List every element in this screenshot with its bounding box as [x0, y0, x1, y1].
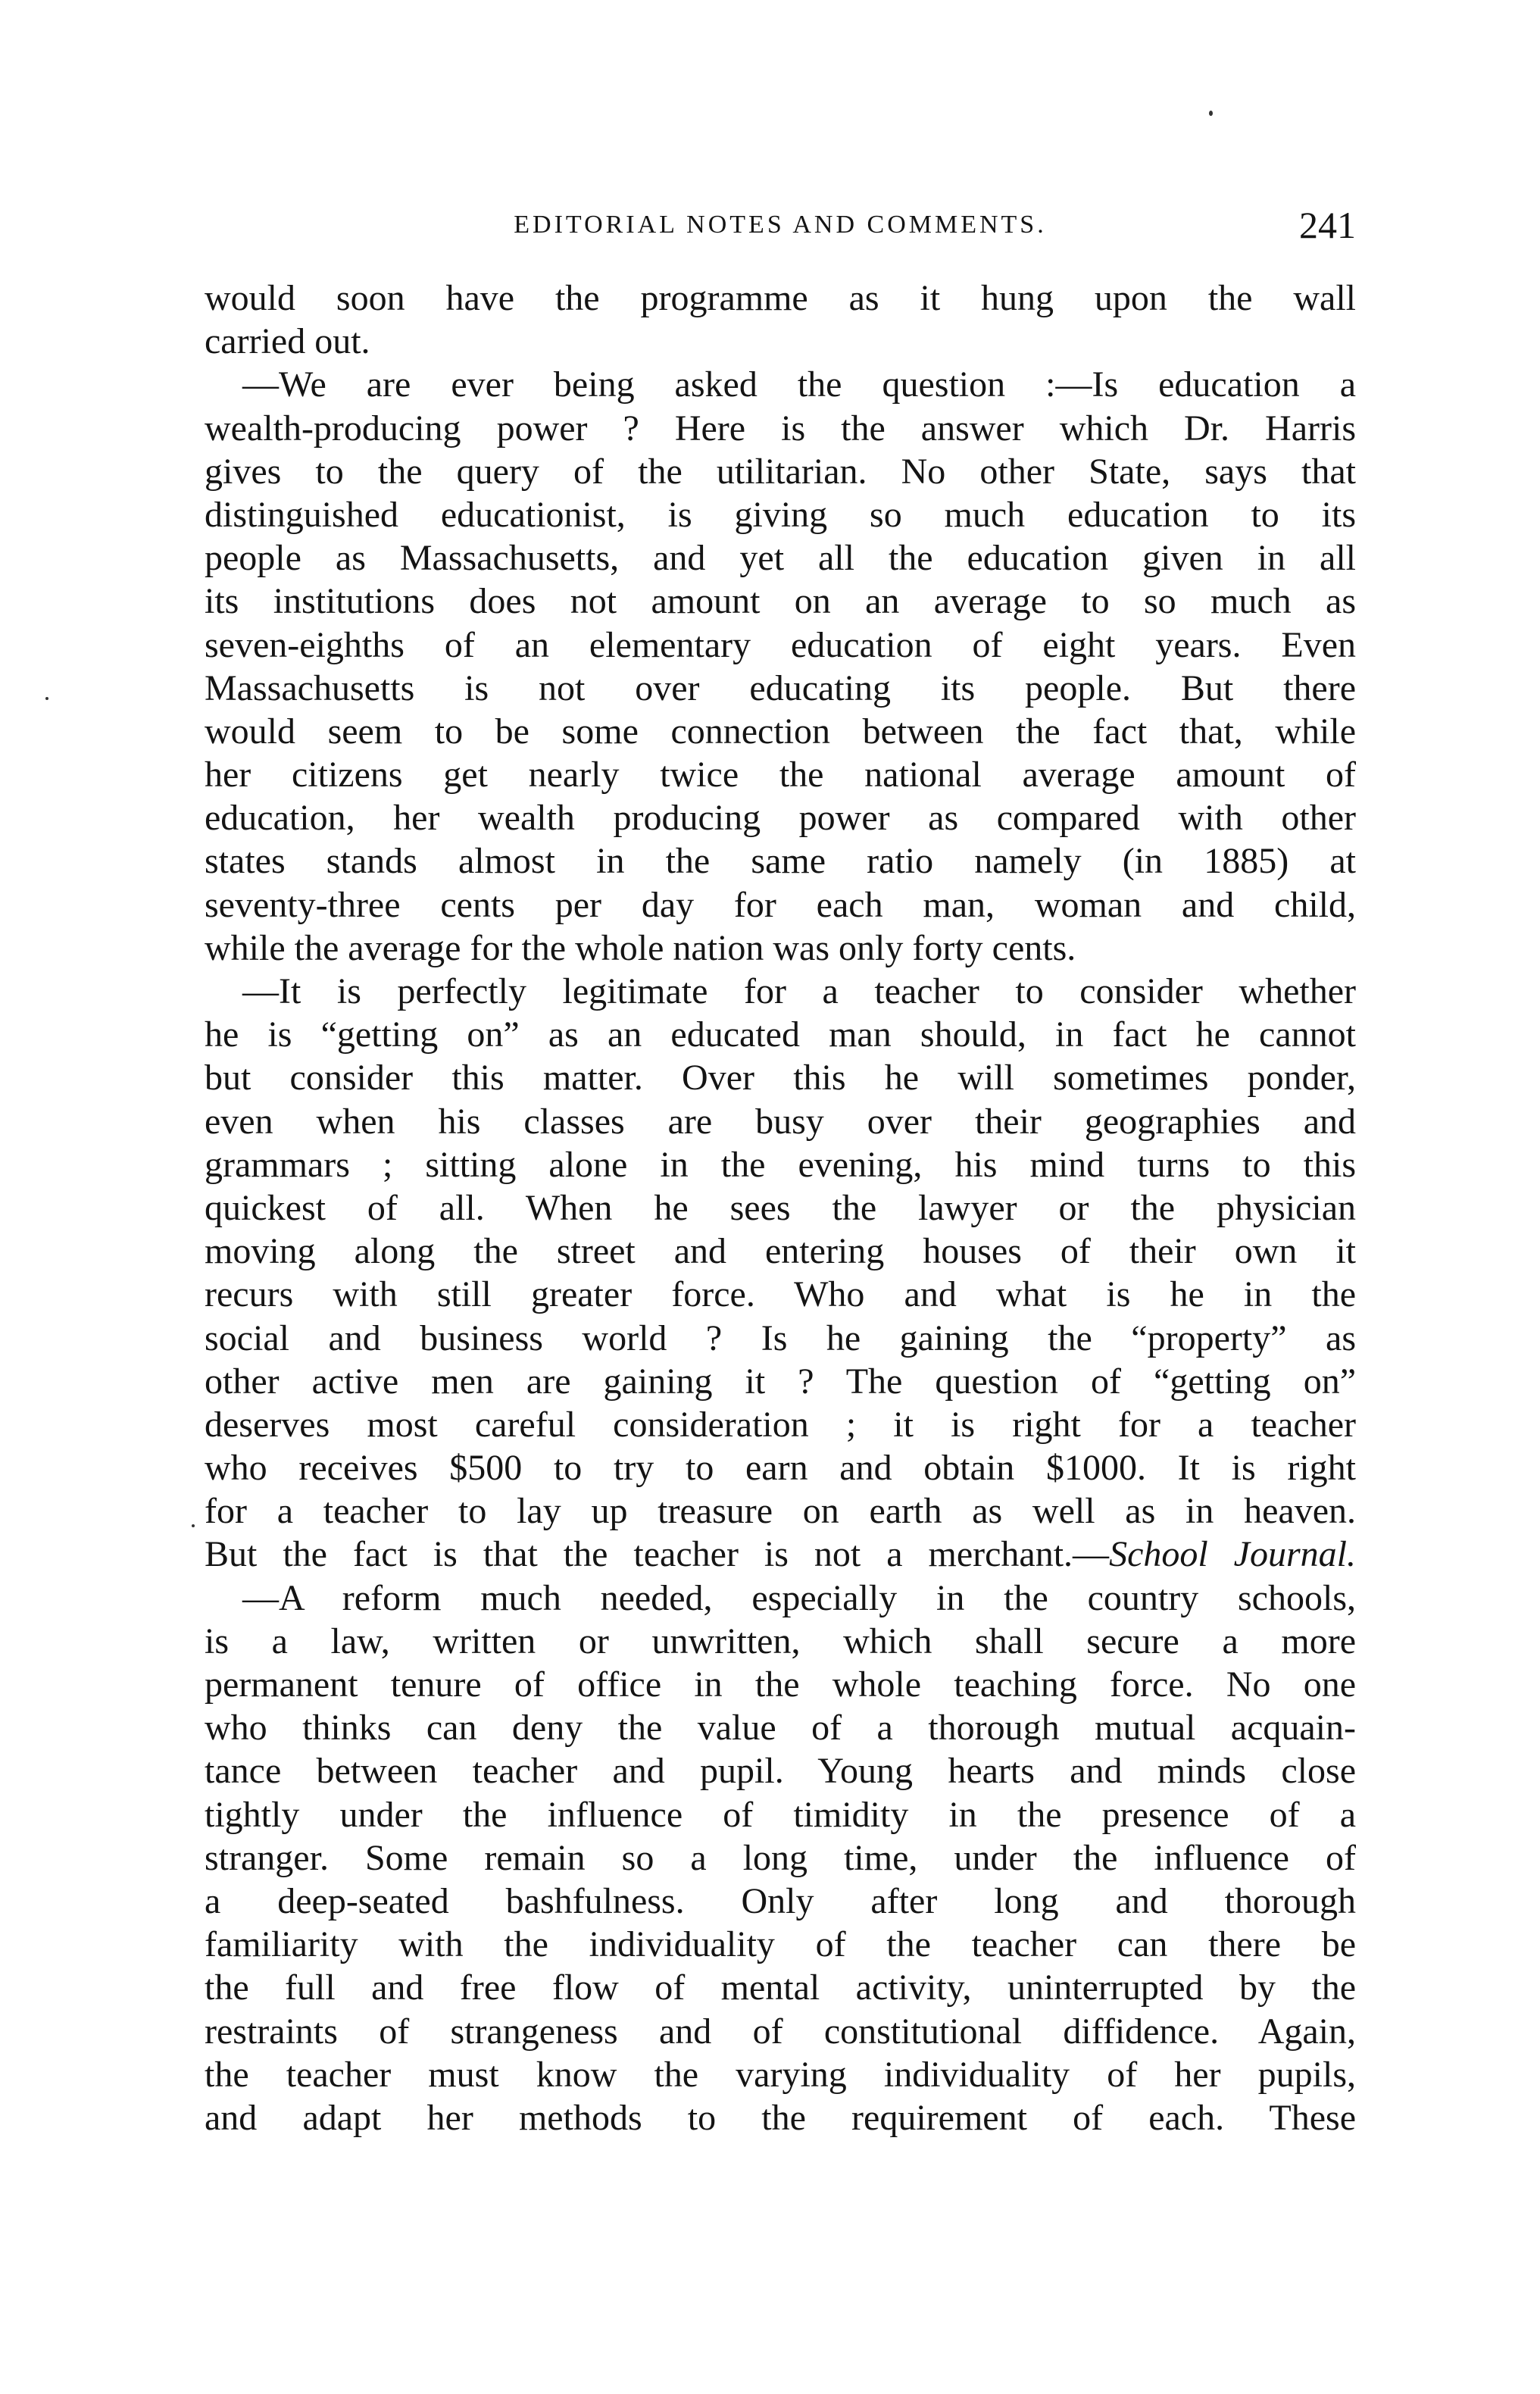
text-line: her citizens get nearly twice the national average amount of	[205, 755, 1356, 795]
text-line: moving along the street and entering houses of their own it	[205, 1231, 1356, 1272]
text-line: a deep-seated bashfulness. Only after long and thorough	[205, 1880, 1356, 1921]
text-line: Massachusetts is not over educating its people. But there	[205, 667, 1356, 708]
text-line: education, her wealth producing power as compared with other	[205, 798, 1356, 839]
text-line: —It is perfectly legitimate for a teacher to consider whether	[242, 971, 1356, 1011]
page-number: 241	[1299, 204, 1356, 246]
text-line: would seem to be some connection between the fact that, while	[205, 711, 1356, 752]
text-line: seventy-three cents per day for each man, woman and child,	[205, 884, 1356, 925]
page-header	[205, 198, 1356, 252]
text-line: gives to the query of the utilitarian. No other State, says that	[205, 451, 1356, 492]
text-line: who thinks can deny the value of a thorough mutual acquain-	[205, 1708, 1356, 1749]
text-line: other active men are gaining it ? The question of “getting on”	[205, 1361, 1356, 1402]
text-line: is a law, written or unwritten, which shall secure a more	[205, 1620, 1356, 1661]
text-line: —A reform much needed, especially in the country schools,	[242, 1577, 1356, 1618]
text-line: the teacher must know the varying individuality of her pupils,	[205, 2054, 1356, 2095]
text-line: even when his classes are busy over their geographies and	[205, 1101, 1356, 1142]
text-line: wealth-producing power ? Here is the answer which Dr. Harris	[205, 408, 1356, 448]
text-line: quickest of all. When he sees the lawyer or the physician	[205, 1187, 1356, 1228]
text-line: its institutions does not amount on an average to so much as	[205, 581, 1356, 622]
text-line: the full and free flow of mental activity, uninterrupted by the	[205, 1967, 1356, 2008]
text-line: tance between teacher and pupil. Young hearts and minds close	[205, 1751, 1356, 1792]
text-line: states stands almost in the same ratio namely (in 1885) at	[205, 841, 1356, 882]
text-line: tightly under the influence of timidity in the presence of a	[205, 1794, 1356, 1835]
text-line: stranger. Some remain so a long time, under the influence of	[205, 1837, 1356, 1878]
text-line: while the average for the whole nation was only forty cents.	[205, 927, 1076, 968]
text-line: he is “getting on” as an educated man should, in fact he cannot	[205, 1014, 1356, 1055]
scan-speck	[1209, 111, 1213, 116]
text-line: carried out.	[205, 321, 370, 362]
text-line: grammars ; sitting alone in the evening, his mind turns to this	[205, 1144, 1356, 1185]
text-line: who receives $500 to try to earn and obtain $1000. It is right	[205, 1448, 1356, 1489]
text-line: for a teacher to lay up treasure on earth as well as in heaven.	[205, 1491, 1356, 1532]
text-line: and adapt her methods to the requirement of each. These	[205, 2097, 1356, 2138]
text-line: —We are ever being asked the question :—Is education a	[242, 364, 1356, 405]
text-line: familiarity with the individuality of the teacher can there be	[205, 1924, 1356, 1965]
scan-speck	[45, 697, 48, 700]
text-line: recurs with still greater force. Who and what is he in the	[205, 1274, 1356, 1315]
text-line: would soon have the programme as it hung upon the wall	[205, 278, 1356, 318]
text-line: people as Massachusetts, and yet all the education given in all	[205, 538, 1356, 579]
text-line: restraints of strangeness and of constitutional diffidence. Again,	[205, 2011, 1356, 2052]
text-segment: But the fact is that the teacher is not a merchant.—	[205, 1534, 1110, 1575]
text-line: distinguished educationist, is giving so much education to its	[205, 494, 1356, 535]
body-text	[205, 277, 1356, 2139]
running-head: EDITORIAL NOTES AND COMMENTS.	[514, 211, 1047, 239]
text-line: deserves most careful consideration ; it is right for a teacher	[205, 1404, 1356, 1445]
text-line: seven-eighths of an elementary education of eight years. Even	[205, 624, 1356, 665]
scan-speck	[192, 1524, 195, 1527]
text-line: social and business world ? Is he gaining the “property” as	[205, 1317, 1356, 1358]
text-line: but consider this matter. Over this he will sometimes ponder,	[205, 1058, 1356, 1099]
text-line-with-citation	[205, 1533, 1356, 1576]
text-line: permanent tenure of office in the whole teaching force. No one	[205, 1664, 1356, 1705]
citation: School Journal.	[1109, 1534, 1356, 1575]
